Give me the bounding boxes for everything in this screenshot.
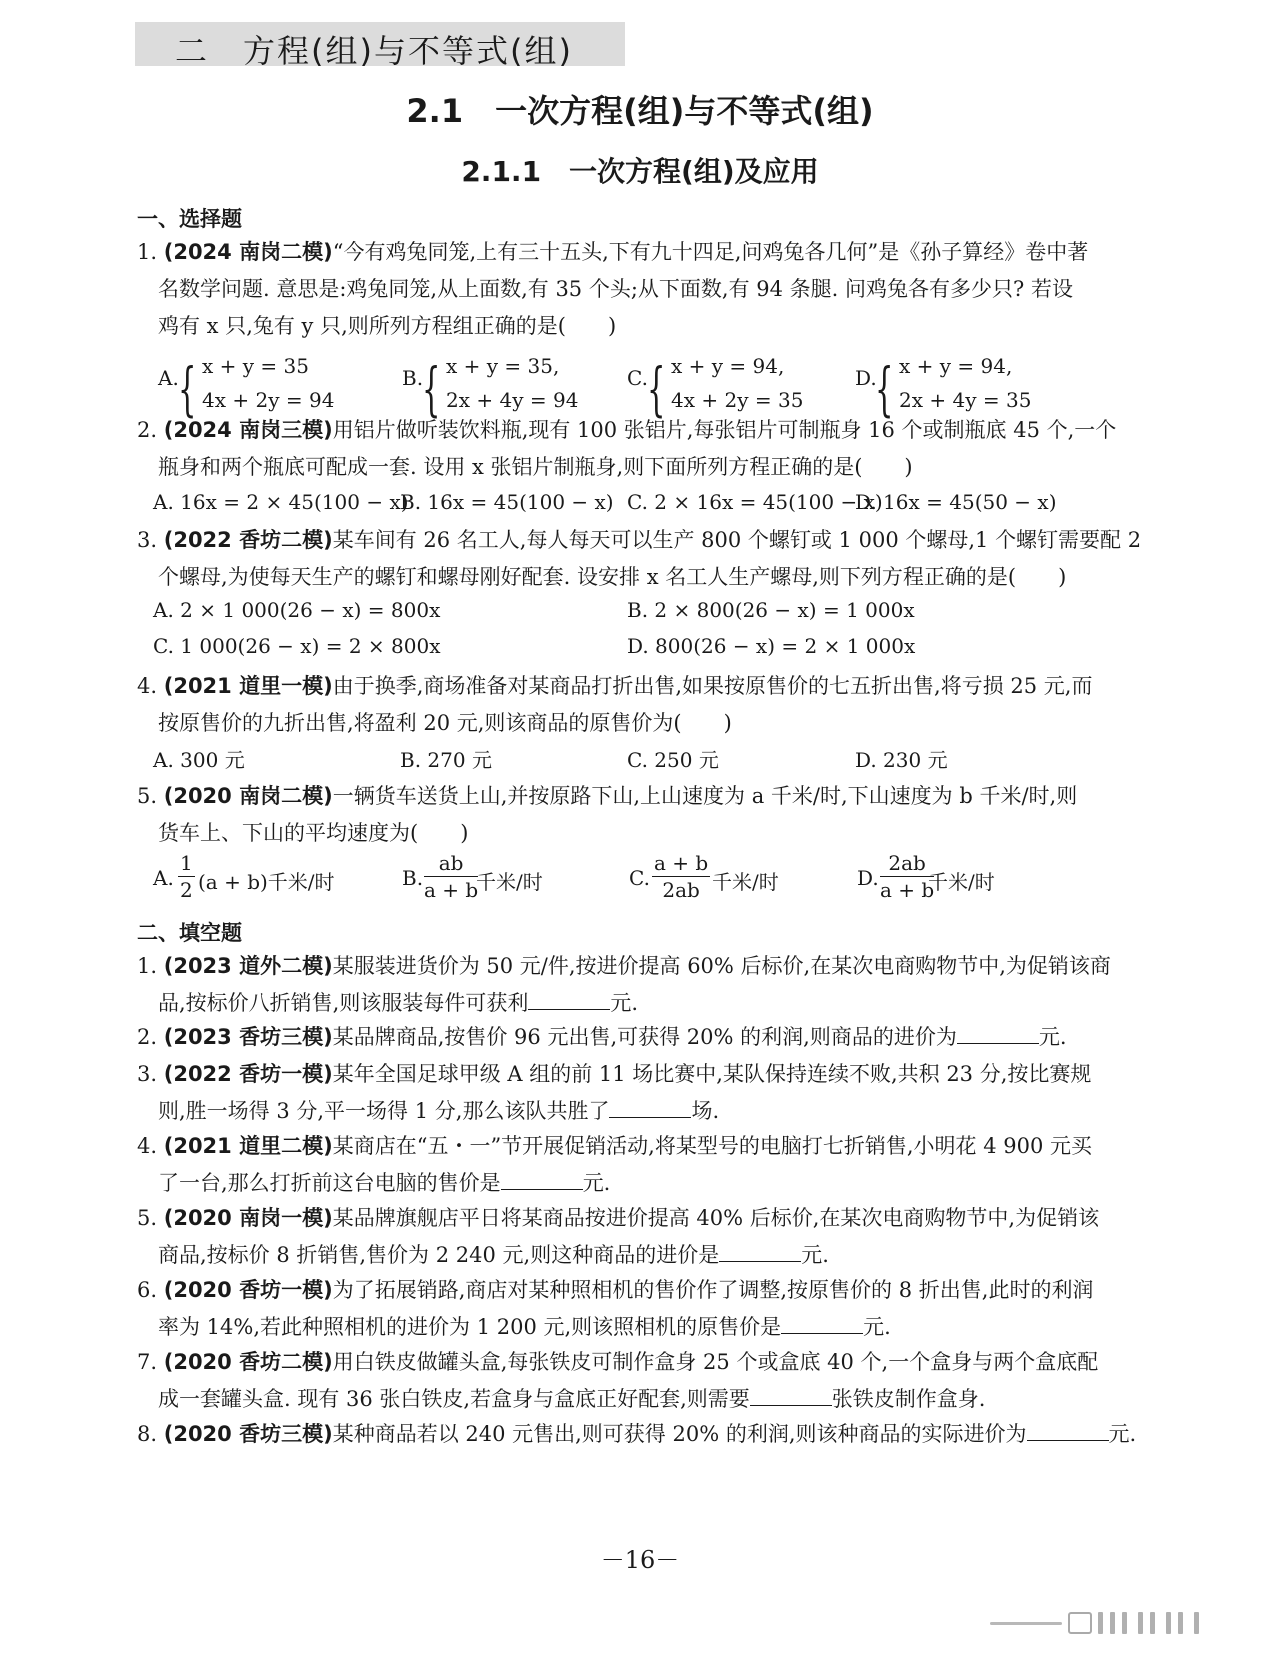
question-text: 为了拓展销路,商店对某种照相机的售价作了调整,按原售价的 8 折出售,此时的利润 <box>332 1278 1094 1302</box>
question-text: 某服装进货价为 50 元/件,按进价提高 60% 后标价,在某次电商购物节中,为促销该商 <box>332 954 1111 978</box>
fraction-c: $\frac{a + b}{2ab}$ <box>654 851 709 902</box>
question-source: (2020 香坊二模) <box>163 1350 333 1374</box>
question-text: 按原售价的九折出售,将盈利 20 元,则该商品的原售价为( ) <box>158 711 732 735</box>
option-a: A. 300 元 <box>153 748 245 772</box>
option-b: B. 270 元 <box>400 748 492 772</box>
chapter-title: 二 方程(组)与不等式(组) <box>175 32 573 70</box>
page-number: －16－ <box>600 1546 680 1574</box>
option-a: A. 2 × 1 000(26 − x) = 800x <box>153 598 441 622</box>
option-d: D. 800(26 − x) = 2 × 1 000x <box>627 634 916 658</box>
question-text: 用白铁皮做罐头盒,每张铁皮可制作盒身 25 个或盒底 40 个,一个盒身与两个盒底配 <box>332 1350 1099 1374</box>
option-a: A. <box>153 866 174 890</box>
option-d: D. 16x = 45(50 − x) <box>855 490 1057 514</box>
question-text: “今有鸡兔同笼,上有三十五头,下有九十四足,问鸡兔各几何”是《孙子算经》卷中著 <box>332 240 1089 264</box>
question-source: (2020 南岗一模) <box>163 1206 333 1230</box>
question-text: 由于换季,商场准备对某商品打折出售,如果按原售价的七五折出售,将亏损 25 元,而 <box>332 674 1093 698</box>
part-fill-heading: 二、填空题 <box>137 921 242 945</box>
option-c: C. 2 × 16x = 45(100 − x) <box>627 490 883 514</box>
option-c: C. 250 元 <box>627 748 719 772</box>
fraction-b: $\frac{ab}{a + b}$ <box>424 851 479 902</box>
part-choice-heading: 一、选择题 <box>137 207 242 231</box>
question-source: (2022 香坊二模) <box>163 528 333 552</box>
question-source: (2020 香坊一模) <box>163 1278 333 1302</box>
question-text: 货车上、下山的平均速度为( ) <box>158 821 469 845</box>
answer-blank[interactable] <box>609 1099 691 1118</box>
watermark-logo-icon <box>990 1610 1230 1636</box>
question-source: (2020 香坊三模) <box>163 1422 333 1446</box>
question-source: (2024 南岗三模) <box>163 418 333 442</box>
question-text: 某年全国足球甲级 A 组的前 11 场比赛中,某队保持连续不败,共积 23 分,按比赛规 <box>332 1062 1092 1086</box>
option-a: A. <box>158 366 179 390</box>
option-c: C. <box>629 866 650 890</box>
question-text: 某品牌旗舰店平日将某商品按进价提高 40% 后标价,在某次电商购物节中,为促销该 <box>332 1206 1100 1230</box>
option-d: D. <box>855 366 877 390</box>
section-title: 2.1 一次方程(组)与不等式(组) <box>406 92 874 130</box>
question-text: 用铝片做听装饮料瓶,现有 100 张铝片,每张铝片可制瓶身 16 个或制瓶底 45 个,一个 <box>332 418 1117 442</box>
fraction-d: $\frac{2ab}{a + b}$ <box>880 851 935 902</box>
question-source: (2024 南岗二模) <box>163 240 333 264</box>
question-source: (2020 南岗二模) <box>163 784 333 808</box>
option-c: C. 1 000(26 − x) = 2 × 800x <box>153 634 441 658</box>
answer-blank[interactable] <box>719 1243 801 1262</box>
question-text: 名数学问题. 意思是:鸡兔同笼,从上面数,有 35 个头;从下面数,有 94 条腿. 问鸡兔各有多少只? 若设 <box>158 277 1073 301</box>
chapter-header <box>135 22 625 70</box>
question-source: (2021 道里一模) <box>163 674 333 698</box>
question-source: (2023 香坊三模) <box>163 1025 333 1049</box>
fraction-a: $\frac{1}{2}$ <box>180 851 193 902</box>
question-text: 鸡有 x 只,兔有 y 只,则所列方程组正确的是( ) <box>158 314 617 338</box>
answer-blank[interactable] <box>750 1387 832 1406</box>
option-b: B. <box>402 366 424 390</box>
question-text: 某商店在“五・一”节开展促销活动,将某型号的电脑打七折销售,小明花 4 900 元买 <box>332 1134 1092 1158</box>
question-text: 一辆货车送货上山,并按原路下山,上山速度为 a 千米/时,下山速度为 b 千米/时,则 <box>332 784 1078 808</box>
option-a: A. 16x = 2 × 45(100 − x) <box>153 490 409 514</box>
question-text: 瓶身和两个瓶底可配成一套. 设用 x 张铝片制瓶身,则下面所列方程正确的是( ) <box>158 455 913 479</box>
option-d: D. <box>857 866 879 890</box>
option-c-tail: 千米/时 <box>712 870 779 894</box>
answer-blank[interactable] <box>781 1315 863 1334</box>
question-text: 个螺母,为使每天生产的螺钉和螺母刚好配套. 设安排 x 名工人生产螺母,则下列方程正确的是( ) <box>158 565 1067 589</box>
option-b: B. <box>402 866 424 890</box>
question-source: (2022 香坊一模) <box>163 1062 333 1086</box>
question-source: (2023 道外二模) <box>163 954 333 978</box>
answer-blank[interactable] <box>1027 1422 1109 1441</box>
option-c: C. <box>627 366 648 390</box>
subsection-title: 2.1.1 一次方程(组)及应用 <box>461 155 819 188</box>
option-d-tail: 千米/时 <box>928 870 995 894</box>
answer-blank[interactable] <box>957 1025 1039 1044</box>
option-b-tail: 千米/时 <box>476 870 543 894</box>
question-source: (2021 道里二模) <box>163 1134 333 1158</box>
question-number: 1. <box>137 240 158 264</box>
option-b: B. 16x = 45(100 − x) <box>400 490 614 514</box>
option-d: D. 230 元 <box>855 748 948 772</box>
option-b: B. 2 × 800(26 − x) = 1 000x <box>627 598 915 622</box>
answer-blank[interactable] <box>501 1171 583 1190</box>
answer-blank[interactable] <box>528 991 610 1010</box>
question-text: 某车间有 26 名工人,每人每天可以生产 800 个螺钉或 1 000 个螺母,1 个螺钉需要配 2 <box>332 528 1142 552</box>
option-a-tail: (a + b)千米/时 <box>198 870 335 894</box>
